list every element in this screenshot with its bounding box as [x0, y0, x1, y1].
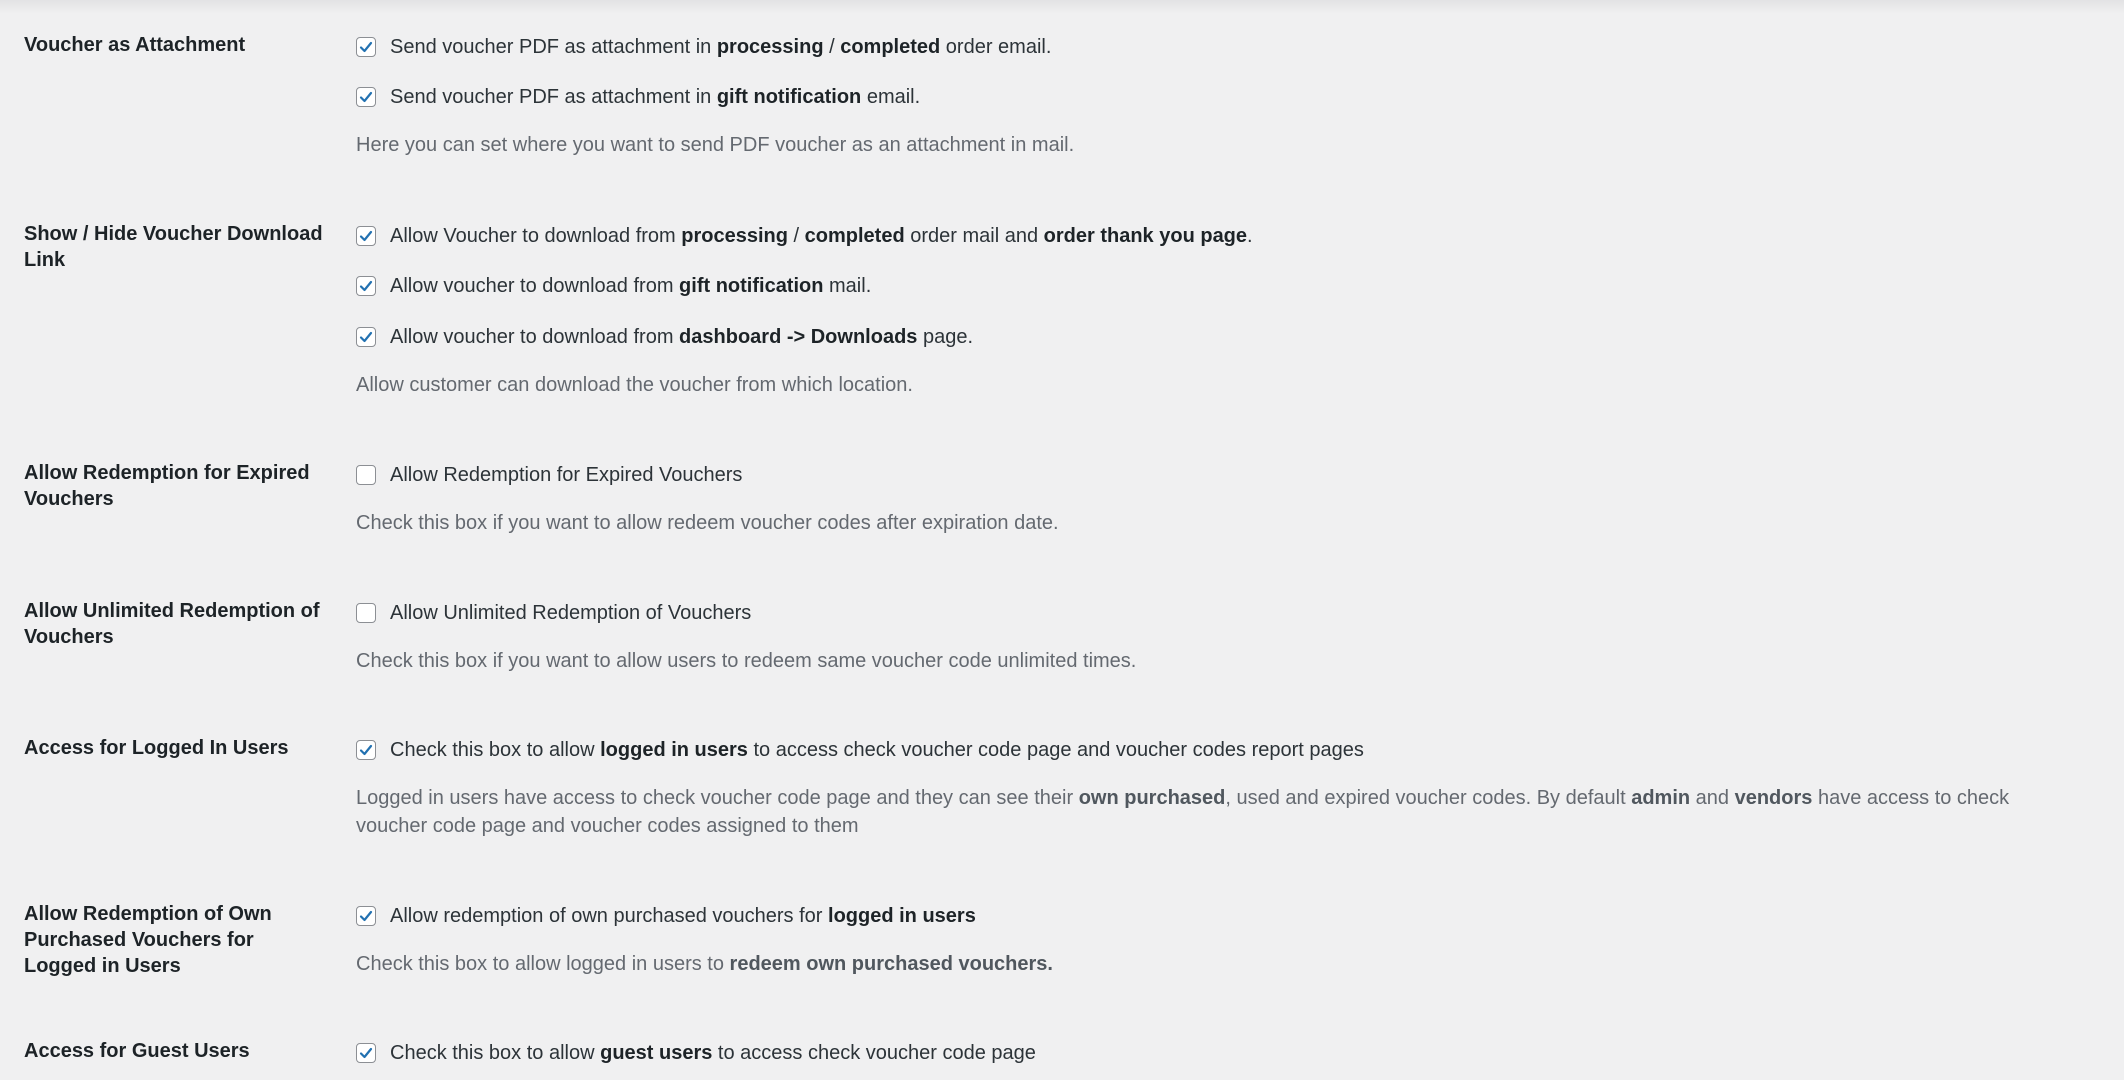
option-label: Allow voucher to download from dashboard -> Downloads page. — [390, 325, 974, 348]
setting-label: Voucher as Attachment — [24, 34, 246, 56]
option-label: Allow voucher to download from gift notification mail. — [390, 274, 872, 297]
download-order-mail-option[interactable] — [356, 221, 1253, 251]
checkbox-checked[interactable] — [356, 327, 376, 347]
option-label: Send voucher PDF as attachment in gift notification email. — [390, 85, 921, 108]
option-label: Send voucher PDF as attachment in processing / completed order email. — [390, 35, 1052, 58]
option-label: Check this box to allow guest users to access check voucher code page — [390, 1041, 1036, 1064]
checkbox-checked[interactable] — [356, 1043, 376, 1063]
setting-description: Here you can set where you want to send PDF voucher as an attachment in mail. — [356, 134, 1075, 156]
setting-label: Allow Redemption for Expired Vouchers — [24, 462, 310, 510]
option-label: Allow redemption of own purchased vouchers for logged in users — [390, 904, 976, 927]
checkmark-icon — [358, 228, 374, 244]
checkmark-icon — [358, 742, 374, 758]
checkbox-checked[interactable] — [356, 226, 376, 246]
setting-label: Access for Logged In Users — [24, 737, 289, 759]
checkmark-icon — [358, 39, 374, 55]
guest-access-option[interactable] — [356, 1038, 1036, 1068]
checkbox-checked[interactable] — [356, 906, 376, 926]
checkmark-icon — [358, 89, 374, 105]
setting-description: Check this box to allow logged in users to redeem own purchased vouchers. — [356, 953, 1053, 975]
download-gift-mail-option[interactable] — [356, 271, 871, 301]
own-purchased-redemption-option[interactable] — [356, 901, 976, 931]
unlimited-redemption-option[interactable] — [356, 598, 751, 628]
top-shadow — [0, 0, 2124, 14]
setting-description: Logged in users have access to check voucher code page and they can see their own purchased, used and expired voucher codes. By default admin and vendors have access to check voucher code page and voucher codes assigned to them — [356, 787, 2010, 837]
setting-label: Allow Redemption of Own Purchased Vouchers for Logged in Users — [24, 903, 272, 977]
download-dashboard-option[interactable] — [356, 322, 973, 352]
attachment-gift-email-option[interactable] — [356, 82, 920, 112]
checkbox-checked[interactable] — [356, 740, 376, 760]
setting-description: Check this box if you want to allow redeem voucher codes after expiration date. — [356, 512, 1059, 534]
checkbox-checked[interactable] — [356, 87, 376, 107]
checkmark-icon — [358, 1045, 374, 1061]
setting-description: Allow customer can download the voucher from which location. — [356, 374, 913, 396]
option-label: Allow Voucher to download from processing / completed order mail and order thank you page. — [390, 224, 1253, 247]
logged-in-access-option[interactable] — [356, 735, 1364, 765]
checkmark-icon — [358, 908, 374, 924]
checkmark-icon — [358, 278, 374, 294]
checkbox-unchecked[interactable] — [356, 465, 376, 485]
checkbox-unchecked[interactable] — [356, 603, 376, 623]
checkbox-checked[interactable] — [356, 276, 376, 296]
checkmark-icon — [358, 329, 374, 345]
attachment-order-email-option[interactable] — [356, 32, 1051, 62]
option-label: Allow Redemption for Expired Vouchers — [390, 463, 743, 486]
checkbox-checked[interactable] — [356, 37, 376, 57]
setting-label: Allow Unlimited Redemption of Vouchers — [24, 600, 320, 648]
setting-label: Show / Hide Voucher Download Link — [24, 223, 323, 271]
option-label: Allow Unlimited Redemption of Vouchers — [390, 601, 752, 624]
setting-label: Access for Guest Users — [24, 1040, 250, 1062]
expired-redemption-option[interactable] — [356, 460, 742, 490]
setting-description: Check this box if you want to allow users to redeem same voucher code unlimited times. — [356, 650, 1137, 672]
option-label: Check this box to allow logged in users to access check voucher code page and voucher codes report pages — [390, 738, 1364, 761]
